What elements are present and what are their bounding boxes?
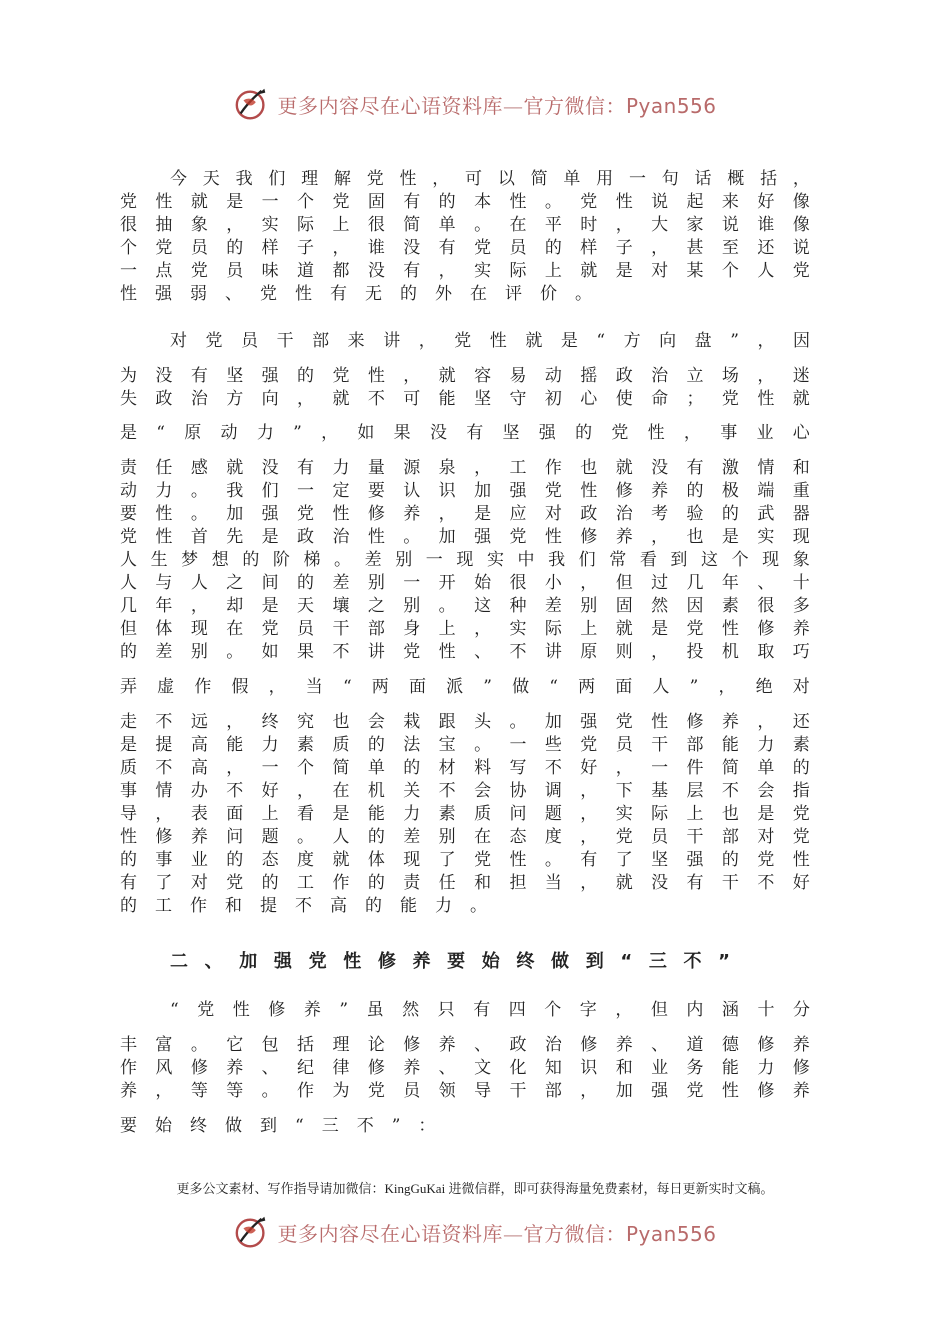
banner-text: 更多内容尽在心语资料库—官方微信：Pyan556: [277, 93, 717, 118]
text-line: 的 工 作 和 提 不 高 的 能 力 。: [120, 896, 487, 916]
text-line: 有 了 对 党 的 工 作 的 责 任 和 担 当 ， 就 没 有 干 不 好: [120, 873, 810, 893]
text-line: 一 点 党 员 味 道 都 没 有 ， 实 际 上 就 是 对 某 个 人 党: [120, 261, 810, 281]
text-line: 很 抽 象 ， 实 际 上 很 简 单 。 在 平 时 ， 大 家 说 谁 像: [120, 215, 810, 235]
text-line: 责 任 感 就 没 有 力 量 源 泉 ， 工 作 也 就 没 有 激 情 和: [120, 458, 810, 478]
text-line: 但 体 现 在 党 员 干 部 身 上 ， 实 际 上 就 是 党 性 修 养: [120, 619, 810, 639]
text-line: 质 不 高 ， 一 个 简 单 的 材 料 写 不 好 ， 一 件 简 单 的: [120, 758, 810, 778]
text-line: 性 强 弱 、 党 性 有 无 的 外 在 评 价 。: [120, 284, 592, 304]
text-line: 的 差 别 。 如 果 不 讲 党 性 、 不 讲 原 则 ， 投 机 取 巧: [120, 642, 810, 662]
banner-text: 更多内容尽在心语资料库—官方微信：Pyan556: [277, 1221, 717, 1246]
text-line: 为 没 有 坚 强 的 党 性 ， 就 容 易 动 摇 政 治 立 场 ， 迷: [120, 366, 810, 386]
text-line: 是 提 高 能 力 素 质 的 法 宝 。 一 些 党 员 干 部 能 力 素: [120, 735, 810, 755]
text-line: 要 始 终 做 到 “ 三 不 ” ：: [120, 1116, 436, 1136]
text-line: 党 性 首 先 是 政 治 性 。 加 强 党 性 修 养 ， 也 是 实 现: [120, 527, 810, 547]
text-line: 人 生 梦 想 的 阶 梯 。 差 别 一 现 实 中 我 们 常 看 到 这 个 现 象: [120, 550, 810, 570]
brush-logo-icon: [233, 1213, 271, 1251]
banner-bottom: [0, 1212, 950, 1252]
section-heading: 二 、 加 强 党 性 修 养 要 始 终 做 到 “ 三 不 ”: [170, 951, 730, 972]
text-line: 走 不 远 ， 终 究 也 会 栽 跟 头 。 加 强 党 性 修 养 ， 还: [120, 712, 810, 732]
text-line: 动 力 。 我 们 一 定 要 认 识 加 强 党 性 修 养 的 极 端 重: [120, 481, 810, 501]
text-line: 是 “ 原 动 力 ” ， 如 果 没 有 坚 强 的 党 性 ， 事 业 心: [120, 423, 810, 443]
text-line: 事 情 办 不 好 ， 在 机 关 不 会 协 调 ， 下 基 层 不 会 指: [120, 781, 810, 801]
footer-note: 更多公文素材、写作指导请加微信：KingGuKai 进微信群，即可获得海量免费素材，每日更新实时文稿。: [176, 1181, 774, 1196]
text-line: 性 修 养 问 题 。 人 的 差 别 在 态 度 ， 党 员 干 部 对 党: [120, 827, 810, 847]
text-line: “ 党 性 修 养 ” 虽 然 只 有 四 个 字 ， 但 内 涵 十 分: [170, 1000, 810, 1020]
text-line: 丰 富 。 它 包 括 理 论 修 养 、 政 治 修 养 、 道 德 修 养: [120, 1035, 810, 1055]
text-line: 导 ， 表 面 上 看 是 能 力 素 质 问 题 ， 实 际 上 也 是 党: [120, 804, 810, 824]
text-line: 几 年 ， 却 是 天 壤 之 别 。 这 种 差 别 固 然 因 素 很 多: [120, 596, 810, 616]
text-line: 弄 虚 作 假 ， 当 “ 两 面 派 ” 做 “ 两 面 人 ” ， 绝 对: [120, 677, 810, 697]
text-line: 对 党 员 干 部 来 讲 ， 党 性 就 是 “ 方 向 盘 ” ， 因: [170, 331, 810, 351]
text-line: 今 天 我 们 理 解 党 性 ， 可 以 简 单 用 一 句 话 概 括 ，: [170, 169, 810, 189]
text-line: 个 党 员 的 样 子 ， 谁 没 有 党 员 的 样 子 ， 甚 至 还 说: [120, 238, 810, 258]
text-line: 作 风 修 养 、 纪 律 修 养 、 文 化 知 识 和 业 务 能 力 修: [120, 1058, 810, 1078]
text-line: 养 ， 等 等 。 作 为 党 员 领 导 干 部 ， 加 强 党 性 修 养: [120, 1081, 810, 1101]
text-line: 的 事 业 的 态 度 就 体 现 了 党 性 。 有 了 坚 强 的 党 性: [120, 850, 810, 870]
text-line: 人 与 人 之 间 的 差 别 一 开 始 很 小 ， 但 过 几 年 、 十: [120, 573, 810, 593]
text-line: 失 政 治 方 向 ， 就 不 可 能 坚 守 初 心 使 命 ； 党 性 就: [120, 389, 810, 409]
text-line: 党 性 就 是 一 个 党 固 有 的 本 性 。 党 性 说 起 来 好 像: [120, 192, 810, 212]
text-line: 要 性 。 加 强 党 性 修 养 ， 是 应 对 政 治 考 验 的 武 器: [120, 504, 810, 524]
